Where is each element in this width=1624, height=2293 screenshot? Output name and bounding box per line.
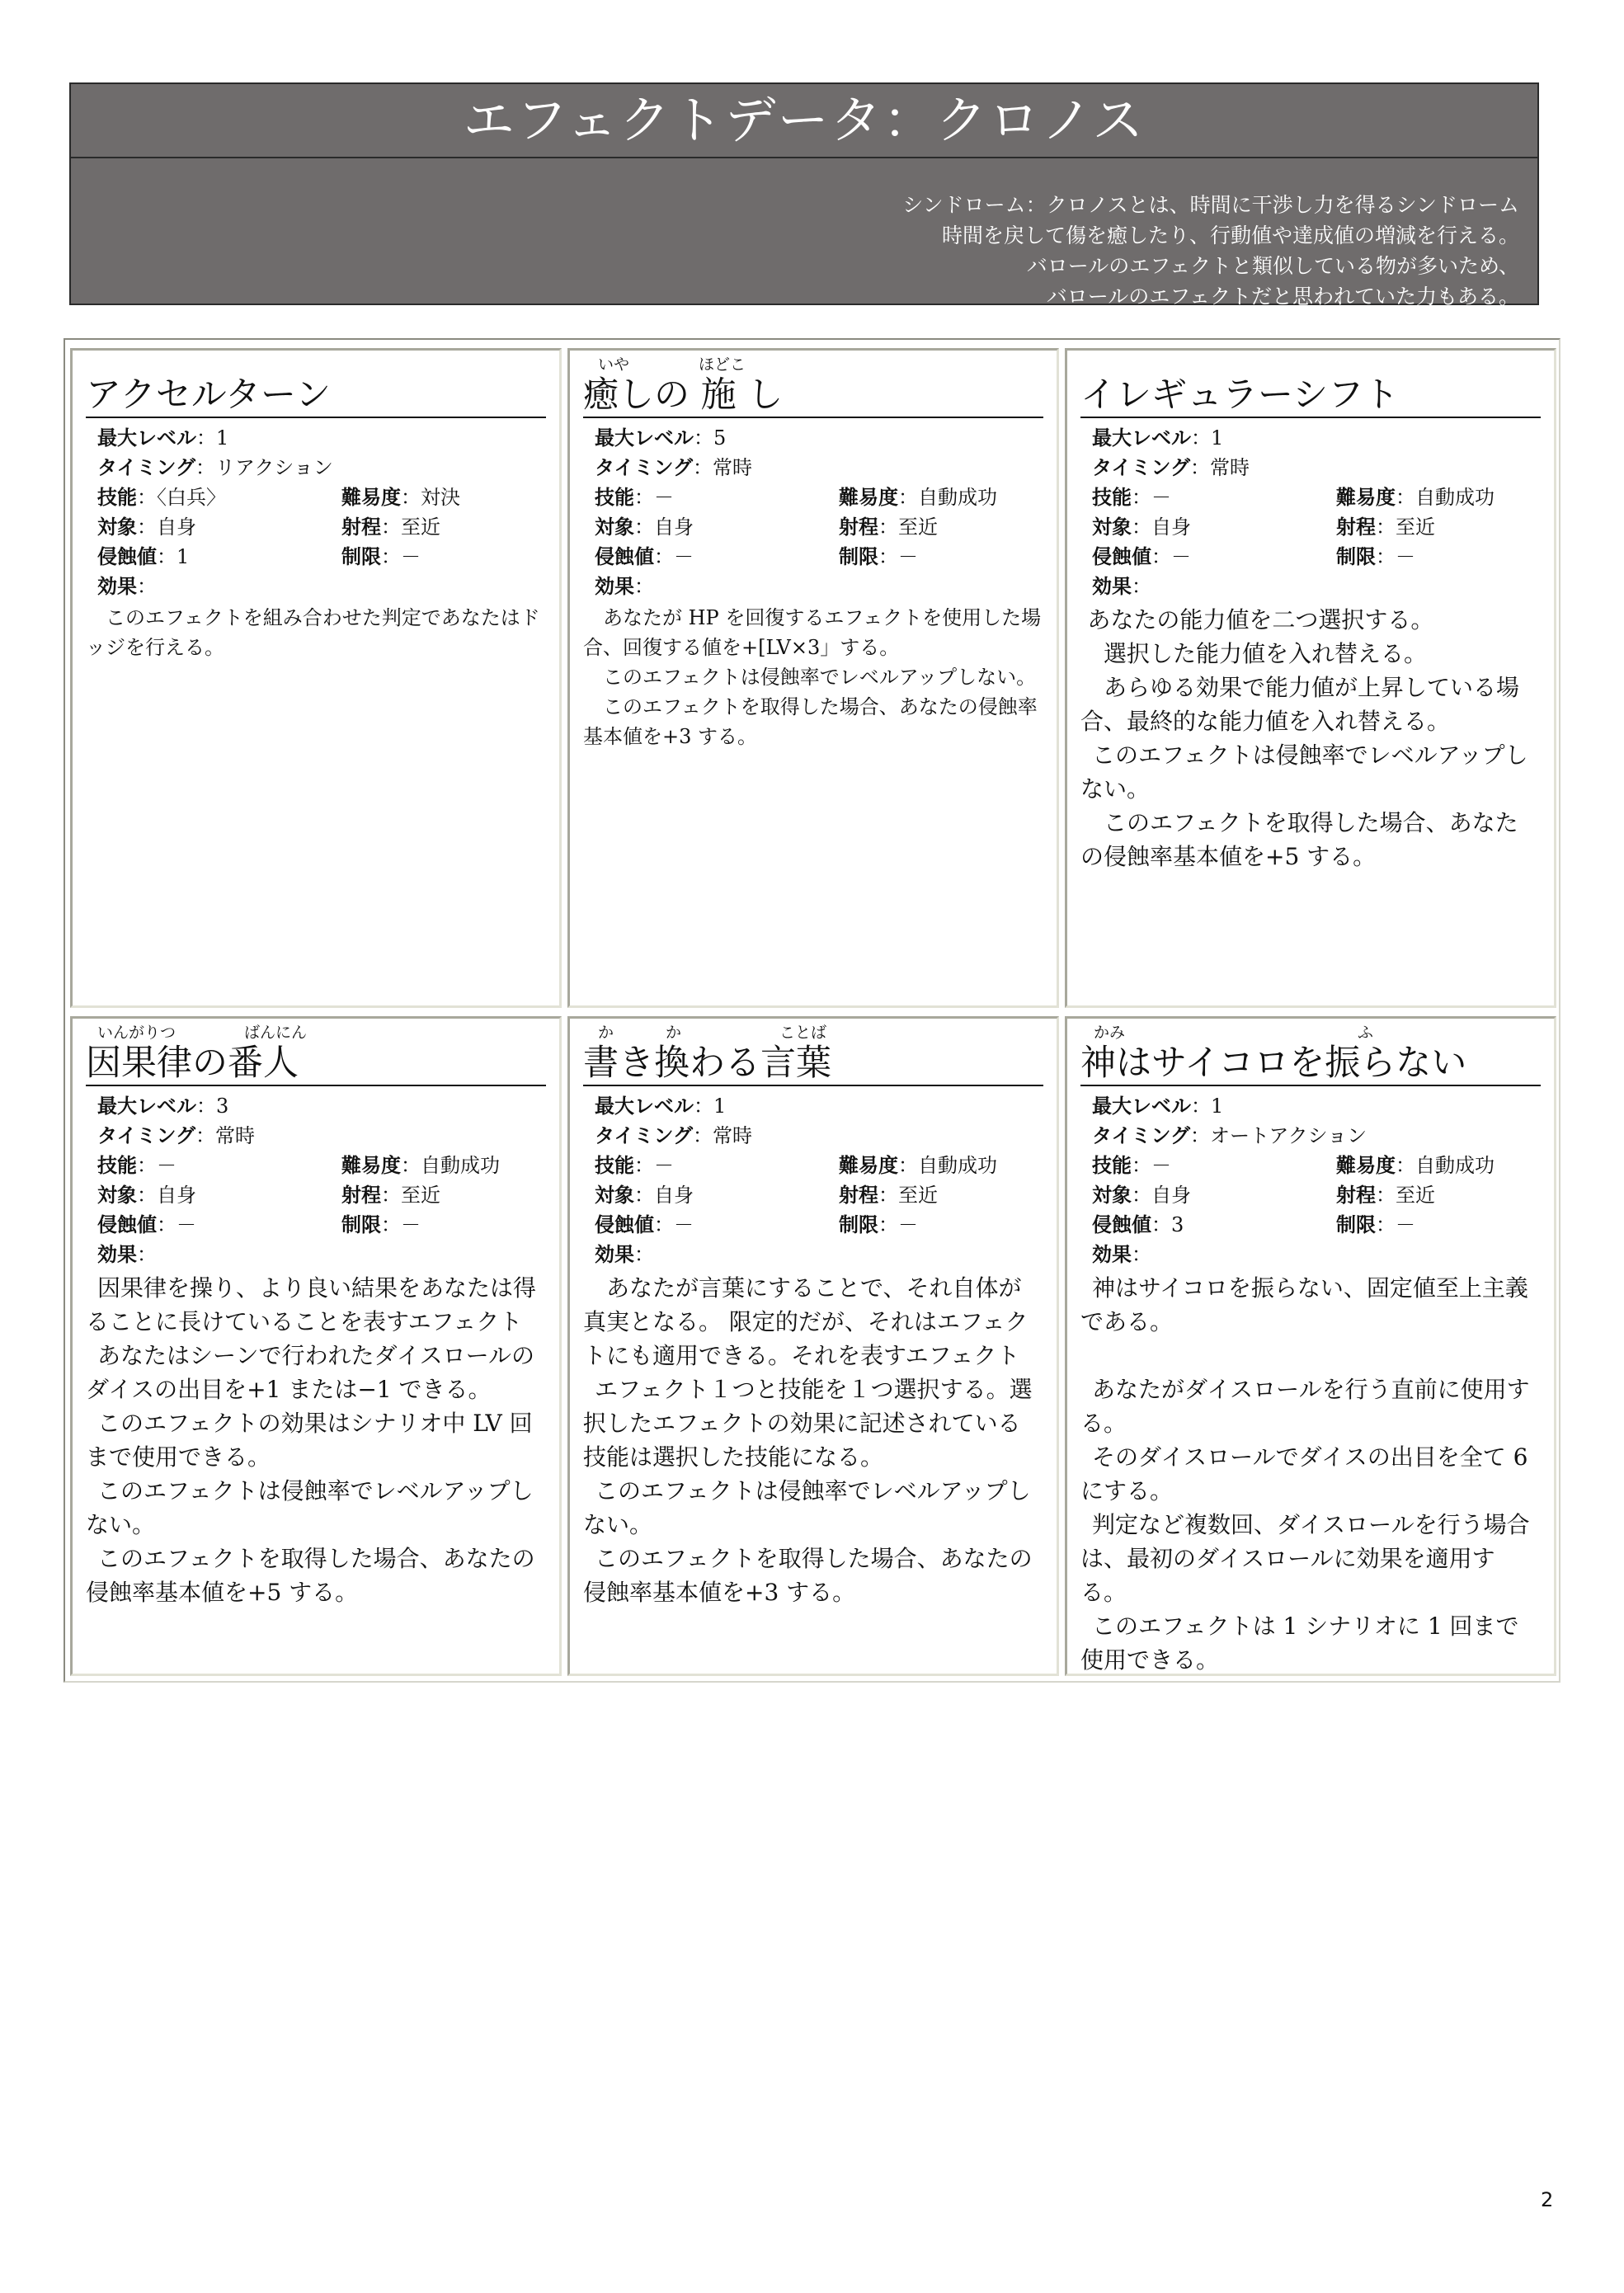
difficulty-field: 難易度：自動成功 xyxy=(839,486,997,509)
effect-card xyxy=(1065,1016,1556,1676)
target-row: 対象：自身 射程：至近 xyxy=(1080,512,1541,542)
furigana-row xyxy=(583,351,1043,374)
effect-text: このエフェクトを組み合わせた判定であなたはドッジを行える。 xyxy=(86,606,540,659)
timing-row: タイミング：常時 xyxy=(97,1124,256,1147)
description-line: バロールのエフェクトと類似している物が多いため、 xyxy=(1026,254,1519,278)
target-row: 対象：自身 射程：至近 xyxy=(1080,1180,1541,1210)
effect-label: 効果： xyxy=(97,1243,157,1266)
effect-title: イレギュラーシフト xyxy=(1080,374,1400,416)
description-line: シンドローム：クロノスとは、時間に干渉し力を得るシンドローム xyxy=(902,193,1519,217)
effect-card xyxy=(567,1016,1059,1676)
difficulty-field: 難易度：対決 xyxy=(341,486,460,509)
timing-row: タイミング：常時 xyxy=(595,1124,753,1147)
max-level-row: 最大レベル：1 xyxy=(1092,1095,1224,1118)
effect-text: あなたが言葉にすることで、それ自体が真実となる。 限定的だが、それはエフェクトにも適用できる。それを表すエフェクト エフェクト１つと技能を１つ選択する。選択したエフェクトの効果に記述されている技能は選択した技能になる。 このエフェクトは侵蝕率でレベルアップしない。 このエフェクトを取得した場合、あなたの侵蝕率基本値を+3 する。 xyxy=(583,1274,1033,1606)
furigana: ことば xyxy=(779,1024,827,1042)
max-level-row: 最大レベル：3 xyxy=(97,1095,229,1118)
timing-row: タイミング：リアクション xyxy=(97,456,333,479)
range-field: 射程：至近 xyxy=(839,516,938,539)
effect-label: 効果： xyxy=(595,1243,654,1266)
furigana: いや xyxy=(598,355,630,374)
furigana: ふ xyxy=(1358,1024,1374,1042)
furigana-row xyxy=(583,1019,1043,1042)
effect-title: 書き換わる言葉 xyxy=(583,1043,831,1084)
range-field: 射程：至近 xyxy=(341,1184,440,1207)
effect-title: 因果律の番人 xyxy=(86,1043,299,1084)
furigana: か xyxy=(598,1024,614,1042)
skill-row: 技能：－ 難易度：自動成功 xyxy=(1080,1151,1541,1180)
furigana-row xyxy=(86,1019,546,1042)
effect-card xyxy=(70,1016,562,1676)
max-level-row: 最大レベル：1 xyxy=(595,1095,727,1118)
limit-field: 制限：－ xyxy=(839,1213,918,1236)
furigana: ばんにん xyxy=(244,1024,308,1042)
max-level-row: 最大レベル：5 xyxy=(595,426,727,450)
timing-row: タイミング：オートアクション xyxy=(1092,1124,1367,1147)
limit-field: 制限：－ xyxy=(341,1213,421,1236)
effect-text: 神はサイコロを振らない、固定値至上主義である。 あなたがダイスロールを行う直前に使用する。 そのダイスロールでダイスの出目を全て 6 にする。 判定など複数回、ダイスロールを行う場合は、最初のダイスロールに効果を適用する。 このエフェクトは 1 シナリオに 1 回まで使用できる。 xyxy=(1080,1274,1530,1674)
effect-title: アクセルターン xyxy=(86,374,332,416)
range-field: 射程：至近 xyxy=(1336,516,1435,539)
effect-card xyxy=(70,348,562,1008)
range-field: 射程：至近 xyxy=(341,516,440,539)
syndrome-description xyxy=(71,158,1537,312)
limit-field: 制限：－ xyxy=(1336,1213,1415,1236)
erosion-row: 侵蝕値：1 制限：－ xyxy=(86,542,546,572)
target-row: 対象：自身 射程：至近 xyxy=(86,512,546,542)
furigana: いんがりつ xyxy=(97,1024,177,1042)
effect-text: あなたが HP を回復するエフェクトを使用した場合、回復する値を+[LV×3」する。 このエフェクトは侵蝕率でレベルアップしない。 このエフェクトを取得した場合、あなたの侵蝕率基本値を+3 する。 xyxy=(583,606,1042,748)
effect-label: 効果： xyxy=(595,575,654,598)
effect-text: 因果律を操り、より良い結果をあなたは得ることに長けていることを表すエフェクト あなたはシーンで行われたダイスロールのダイスの出目を+1 または−1 できる。 このエフェクトの効果はシナリオ中 LV 回まで使用できる。 このエフェクトは侵蝕率でレベルアップしない。 このエフェクトを取得した場合、あなたの侵蝕率基本値を+5 する。 xyxy=(86,1274,537,1606)
effect-label: 効果： xyxy=(1092,575,1151,598)
furigana-row xyxy=(1080,351,1541,374)
difficulty-field: 難易度：自動成功 xyxy=(1336,1154,1495,1177)
furigana: ほどこ xyxy=(699,355,746,374)
range-field: 射程：至近 xyxy=(1336,1184,1435,1207)
max-level-row: 最大レベル：1 xyxy=(1092,426,1224,450)
furigana-row xyxy=(86,351,546,374)
difficulty-field: 難易度：自動成功 xyxy=(1336,486,1495,509)
description-line: 時間を戻して傷を癒したり、行動値や達成値の増減を行える。 xyxy=(941,224,1519,247)
erosion-row: 侵蝕値：3 制限：－ xyxy=(1080,1210,1541,1240)
erosion-row: 侵蝕値：－ 制限：－ xyxy=(1080,542,1541,572)
effect-card xyxy=(1065,348,1556,1008)
timing-row: タイミング：常時 xyxy=(595,456,753,479)
effect-title: 神はサイコロを振らない xyxy=(1080,1043,1467,1084)
target-row: 対象：自身 射程：至近 xyxy=(583,512,1043,542)
difficulty-field: 難易度：自動成功 xyxy=(839,1154,997,1177)
page-header xyxy=(69,82,1539,308)
skill-row: 技能：〈白兵〉 難易度：対決 xyxy=(86,483,546,512)
timing-row: タイミング：常時 xyxy=(1092,456,1250,479)
skill-row: 技能：－ 難易度：自動成功 xyxy=(583,483,1043,512)
skill-row: 技能：－ 難易度：自動成功 xyxy=(86,1151,546,1180)
erosion-row: 侵蝕値：－ 制限：－ xyxy=(583,542,1043,572)
limit-field: 制限：－ xyxy=(341,545,421,568)
effect-card-grid xyxy=(64,338,1560,1683)
target-row: 対象：自身 射程：至近 xyxy=(583,1180,1043,1210)
max-level-row: 最大レベル：1 xyxy=(97,426,229,450)
description-line: バロールのエフェクトだと思われていた力もある。 xyxy=(1046,285,1519,308)
furigana-row xyxy=(1080,1019,1541,1042)
effect-text: あなたの能力値を二つ選択する。 選択した能力値を入れ替える。 あらゆる効果で能力値が上昇している場合、最終的な能力値を入れ替える。 このエフェクトは侵蝕率でレベルアップしない。 このエフェクトを取得した場合、あなたの侵蝕率基本値を+5 する。 xyxy=(1080,606,1528,870)
skill-row: 技能：－ 難易度：自動成功 xyxy=(1080,483,1541,512)
difficulty-field: 難易度：自動成功 xyxy=(341,1154,500,1177)
effect-label: 効果： xyxy=(1092,1243,1151,1266)
effect-label: 効果： xyxy=(97,575,157,598)
erosion-row: 侵蝕値：－ 制限：－ xyxy=(583,1210,1043,1240)
effect-card xyxy=(567,348,1059,1008)
range-field: 射程：至近 xyxy=(839,1184,938,1207)
furigana: か xyxy=(666,1024,682,1042)
page-number: 2 xyxy=(1541,2188,1554,2211)
target-row: 対象：自身 射程：至近 xyxy=(86,1180,546,1210)
erosion-row: 侵蝕値：－ 制限：－ xyxy=(86,1210,546,1240)
effect-title: 癒しの 施 し xyxy=(583,374,784,416)
page-title: エフェクトデータ：クロノス xyxy=(71,84,1537,158)
limit-field: 制限：－ xyxy=(1336,545,1415,568)
limit-field: 制限：－ xyxy=(839,545,918,568)
furigana: かみ xyxy=(1094,1024,1126,1042)
skill-row: 技能：－ 難易度：自動成功 xyxy=(583,1151,1043,1180)
